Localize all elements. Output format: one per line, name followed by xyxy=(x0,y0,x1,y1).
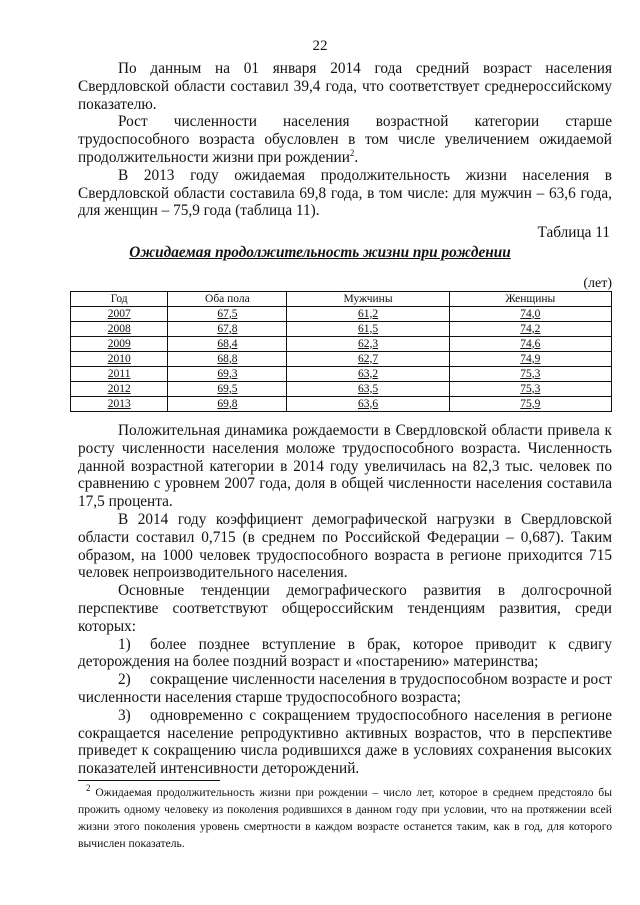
cell-men: 63,5 xyxy=(287,382,449,397)
column-header-year: Год xyxy=(71,292,168,307)
cell-both: 67,8 xyxy=(168,322,287,337)
paragraph-life-expectancy: В 2013 году ожидаемая продолжительность жизни населения в Свердловской области составила 69,8 года, в том числе: для мужчин – 63,6 года, для женщин – 75,9 года (таблица 11). xyxy=(78,166,612,220)
cell-women: 74,2 xyxy=(449,322,611,337)
list-item-number: 1) xyxy=(118,635,131,653)
footnote xyxy=(78,784,612,852)
cell-women: 74,9 xyxy=(449,352,611,367)
paragraph-elderly-growth-text: Рост численности населения возрастной категории старше трудоспособного возраста обусловлен в том числе увеличением ожидаемой продолжительности жизни при рождении xyxy=(78,113,612,166)
cell-year: 2010 xyxy=(71,352,168,367)
cell-women: 75,3 xyxy=(449,382,611,397)
paragraph-birth-rate: Положительная динамика рождаемости в Свердловской области привела к росту численности населения моложе трудоспособного возраста. Численность данной возрастной категории в 2014 году увеличилась на 82,3 тыс. человек по сравнению с уровнем 2007 года, доля в общей численности населения составила 17,5 процента. xyxy=(78,422,612,511)
top-text-block xyxy=(78,60,612,220)
cell-both: 69,3 xyxy=(168,367,287,382)
cell-men: 63,2 xyxy=(287,367,449,382)
cell-men: 63,6 xyxy=(287,397,449,412)
page-number: 22 xyxy=(312,38,328,54)
paragraph-trends-intro: Основные тенденции демографического развития в долгосрочной перспективе соответствуют общероссийским тенденциям развития, среди которых: xyxy=(78,582,612,635)
cell-men: 62,7 xyxy=(287,352,449,367)
list-item-text: сокращение численности населения в трудоспособном возрасте и рост численности населения старше трудоспособного возраста; xyxy=(78,671,612,706)
column-header-women: Женщины xyxy=(449,292,611,307)
footnote-divider xyxy=(78,780,220,781)
cell-women: 74,6 xyxy=(449,337,611,352)
table-units: (лет) xyxy=(583,276,612,291)
cell-both: 67,5 xyxy=(168,307,287,322)
footnote-text: Ожидаемая продолжительность жизни при рождении – число лет, которое в среднем предстояло бы прожить одному человеку из поколения родившихся в данном году при условии, что на протяжении всей жизни этого поколения уровень смертности в каждом возрасте останется таким, как в год, для которого вычислен показатель. xyxy=(78,786,612,850)
table-title: Ожидаемая продолжительность жизни при рождении xyxy=(129,244,511,261)
list-item-number: 2) xyxy=(118,671,131,689)
cell-women: 75,9 xyxy=(449,397,611,412)
cell-men: 62,3 xyxy=(287,337,449,352)
cell-year: 2011 xyxy=(71,367,168,382)
cell-both: 69,8 xyxy=(168,397,287,412)
table-row xyxy=(71,337,612,352)
table-row xyxy=(71,382,612,397)
footnote-reference: 2 xyxy=(349,147,355,158)
cell-year: 2012 xyxy=(71,382,168,397)
footnote-marker: 2 xyxy=(86,783,91,794)
cell-women: 75,3 xyxy=(449,367,611,382)
cell-year: 2013 xyxy=(71,397,168,412)
table-row xyxy=(71,397,612,412)
list-item-text: более позднее вступление в брак, которое приводит к сдвигу деторождения на более поздний возраст и «постарению» материнства; xyxy=(78,635,612,671)
cell-men: 61,2 xyxy=(287,307,449,322)
cell-both: 68,8 xyxy=(168,352,287,367)
table-row xyxy=(71,322,612,337)
list-item xyxy=(78,636,612,672)
table-row xyxy=(71,307,612,322)
paragraph-elderly-growth: Рост численности населения возрастной категории старше трудоспособного возраста обусловлен в том числе увеличением ожидаемой продолжительности жизни при рождении$^2$. xyxy=(78,113,612,166)
cell-year: 2009 xyxy=(71,337,168,352)
table-row xyxy=(71,352,612,367)
table-header-row xyxy=(71,292,612,307)
table-row xyxy=(71,367,612,382)
cell-year: 2008 xyxy=(71,322,168,337)
list-item-number: 3) xyxy=(118,706,131,724)
list-item xyxy=(78,707,612,778)
list-item-text: одновременно с сокращением трудоспособного населения в регионе сокращается население репродуктивно активных возрастов, что в перспективе приведет к сокращению числа родившихся даже в условиях сохранения высоких показателей интенсивности деторождений. xyxy=(78,706,612,778)
bottom-text-block xyxy=(78,422,612,778)
cell-year: 2007 xyxy=(71,307,168,322)
cell-women: 74,0 xyxy=(449,307,611,322)
column-header-men: Мужчины xyxy=(287,292,449,307)
cell-both: 69,5 xyxy=(168,382,287,397)
table-label: Таблица 11 xyxy=(537,224,610,241)
paragraph-dependency-ratio: В 2014 году коэффициент демографической нагрузки в Свердловской области составил 0,715 (в среднем по Российской Федерации – 0,687). Таким образом, на 1000 человек трудоспособного возраста в регионе приходится 715 человек непроизводительного населения. xyxy=(78,510,612,582)
column-header-both-sexes: Оба пола xyxy=(168,292,287,307)
cell-both: 68,4 xyxy=(168,337,287,352)
life-expectancy-table xyxy=(70,291,612,412)
paragraph-median-age: По данным на 01 января 2014 года средний возраст населения Свердловской области составил 39,4 года, что соответствует среднероссийскому показателю. xyxy=(78,60,612,113)
list-item xyxy=(78,671,612,707)
cell-men: 61,5 xyxy=(287,322,449,337)
